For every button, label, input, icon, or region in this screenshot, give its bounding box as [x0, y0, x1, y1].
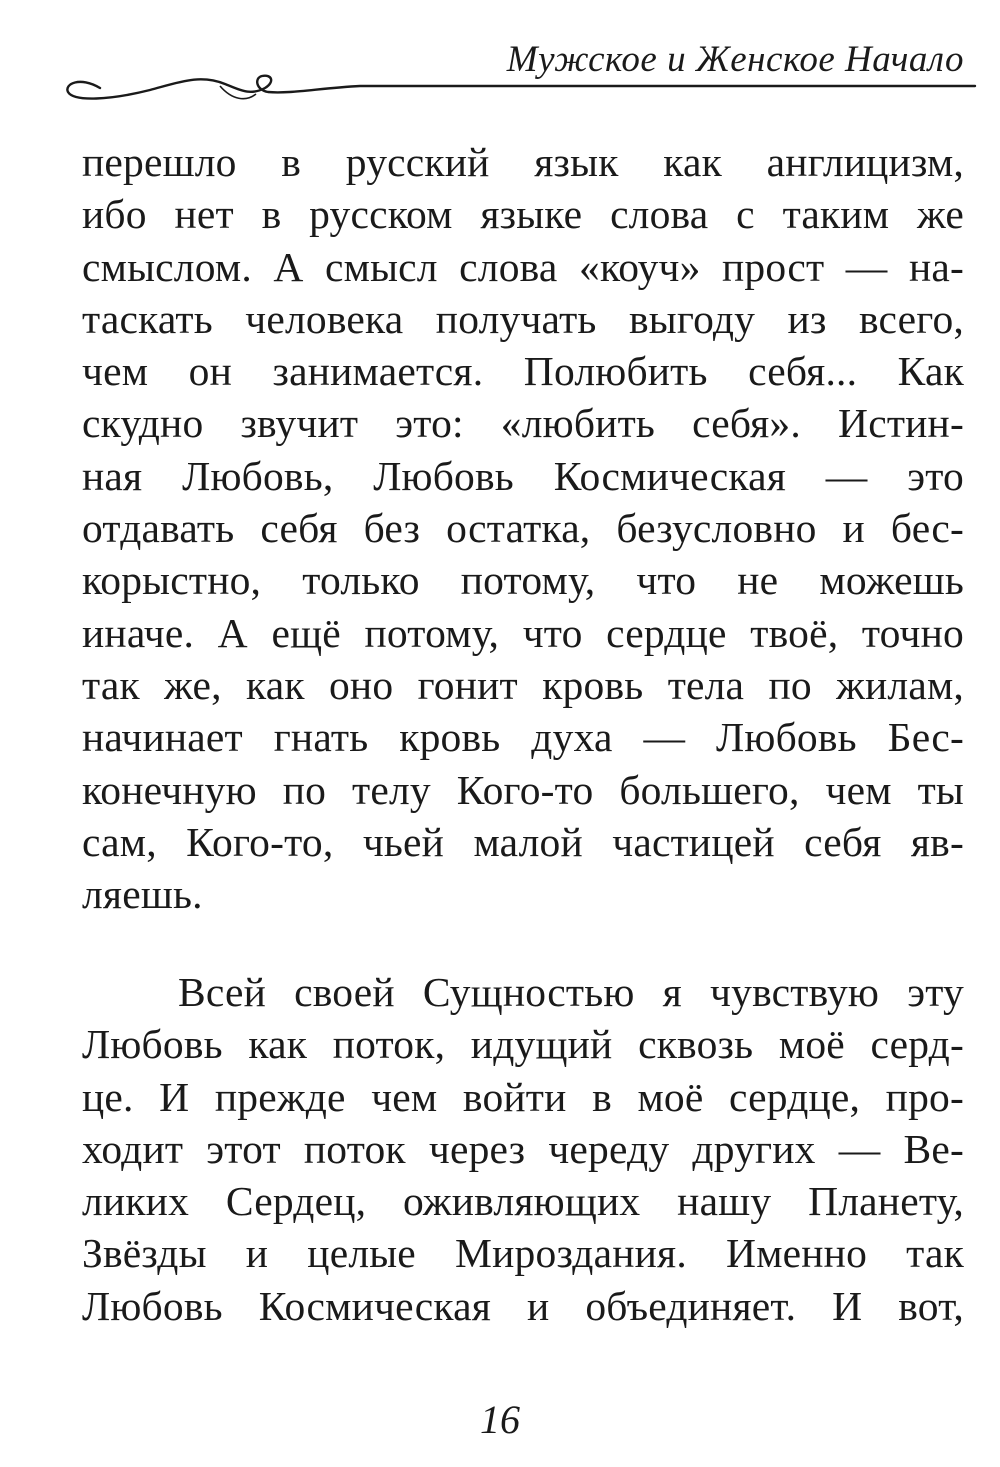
text-line: ная Любовь, Любовь Космическая — это: [82, 452, 964, 499]
text-line: скудно звучит это: «любить себя». Истин-: [82, 400, 964, 447]
text-line: корыстно, только потому, что не можешь: [82, 557, 964, 604]
text-line: ликих Сердец, оживляющих нашу Планету,: [82, 1178, 964, 1225]
text-line: ходит этот поток через череду других — Ве-: [82, 1125, 964, 1172]
text-line: так же, как оно гонит кровь тела по жилам,: [82, 661, 964, 708]
text-line: отдавать себя без остатка, безусловно и бес-: [82, 505, 964, 552]
paragraph-2: [82, 966, 964, 1332]
running-header: [0, 0, 1000, 120]
text-line: Звёзды и целые Мироздания. Именно так: [82, 1230, 964, 1277]
page-number: 16: [480, 1397, 520, 1442]
text-line: ляешь.: [82, 871, 203, 918]
text-line: таскать человека получать выгоду из всего,: [82, 295, 964, 342]
running-title: Мужское и Женское Начало: [506, 39, 964, 80]
text-line: начинает гнать кровь духа — Любовь Бес-: [82, 714, 964, 761]
paragraph-1: [82, 136, 964, 920]
text-line: сам, Кого-то, чьей малой частицей себя яв-: [82, 818, 964, 865]
text-line: це. И прежде чем войти в моё сердце, про-: [82, 1073, 964, 1120]
text-line: чем он занимается. Полюбить себя... Как: [82, 348, 964, 395]
text-line: иначе. А ещё потому, что сердце твоё, точно: [82, 609, 964, 656]
text-line: перешло в русский язык как англицизм,: [82, 139, 964, 185]
text-line: смыслом. А смысл слова «коуч» прост — на-: [82, 243, 964, 290]
text-line: Любовь как поток, идущий сквозь моё серд-: [82, 1021, 964, 1068]
text-line: конечную по телу Кого-то большего, чем ты: [82, 766, 964, 813]
text-line: ибо нет в русском языке слова с таким же: [82, 191, 964, 238]
text-line: Любовь Космическая и объединяет. И вот,: [82, 1282, 964, 1329]
text-line: Всей своей Сущностью я чувствую эту: [178, 969, 964, 1015]
